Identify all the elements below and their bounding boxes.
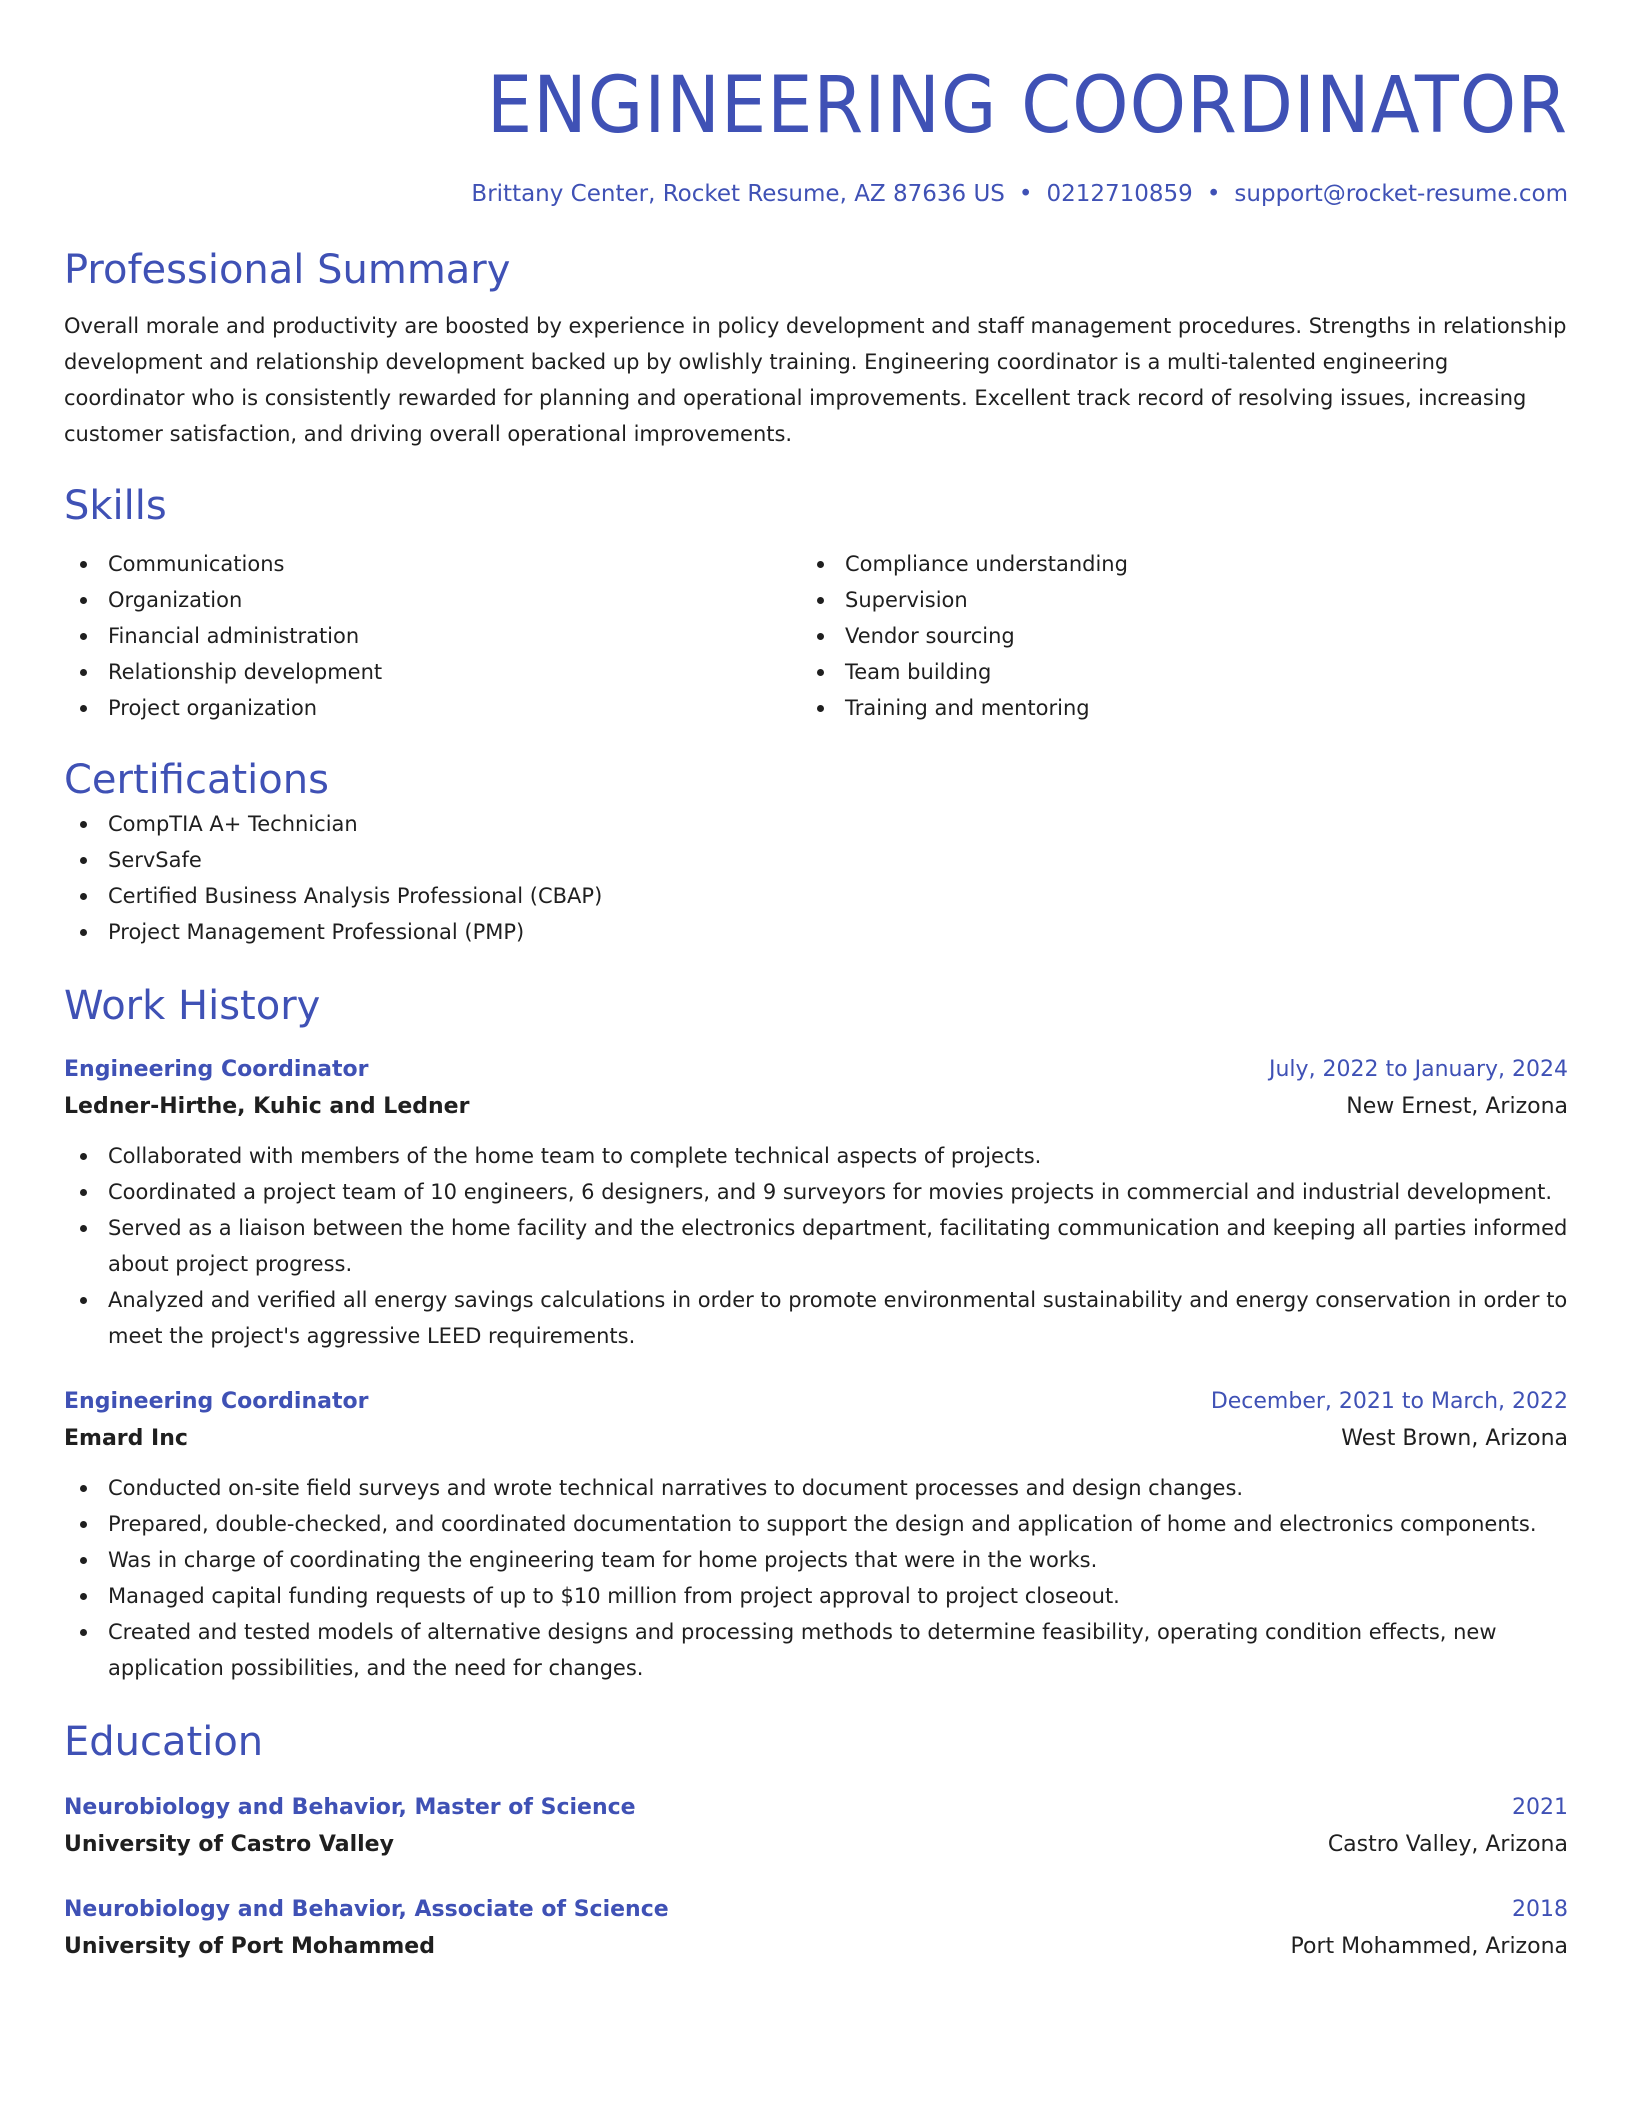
contact-address: Brittany Center, Rocket Resume, AZ 87636 US	[471, 181, 1005, 207]
education-entry	[64, 1790, 1568, 1864]
skill-item: Compliance understanding	[801, 546, 1568, 582]
school-name: University of Port Mohammed	[64, 1934, 435, 1959]
graduation-year: 2018	[1512, 1897, 1568, 1922]
skill-item: Relationship development	[64, 654, 801, 690]
education-entry-header	[64, 1892, 1568, 1928]
skill-item: Vendor sourcing	[801, 618, 1568, 654]
work-entry-header	[64, 1384, 1568, 1420]
education-entry-header	[64, 1790, 1568, 1826]
company-name: Emard Inc	[64, 1426, 188, 1451]
contact-email: support@rocket-resume.com	[1234, 181, 1568, 207]
contact-separator: •	[1018, 181, 1033, 207]
job-title: Engineering Coordinator	[64, 1389, 369, 1414]
job-duty: Conducted on-site field surveys and wrote technical narratives to document processes and design changes.	[64, 1470, 1568, 1506]
degree-name: Neurobiology and Behavior, Associate of Science	[64, 1897, 669, 1922]
resume-header	[64, 56, 1568, 210]
skill-item: Financial administration	[64, 618, 801, 654]
company-name: Ledner-Hirthe, Kuhic and Ledner	[64, 1094, 470, 1119]
skills-right-list	[801, 546, 1568, 726]
work-entry-subheader	[64, 1088, 1568, 1126]
job-title: Engineering Coordinator	[64, 1057, 369, 1082]
job-duty: Managed capital funding requests of up to $10 million from project approval to project closeout.	[64, 1578, 1568, 1614]
certifications-list	[64, 806, 1568, 950]
job-duty: Prepared, double-checked, and coordinated documentation to support the design and application of home and electronics components.	[64, 1506, 1568, 1542]
skill-item: Communications	[64, 546, 801, 582]
contact-phone: 0212710859	[1046, 181, 1193, 207]
skill-item: Training and mentoring	[801, 690, 1568, 726]
certification-item: Project Management Professional (PMP)	[64, 914, 1568, 950]
work-entry	[64, 1052, 1568, 1354]
candidate-title: ENGINEERING COORDINATOR	[486, 61, 1569, 151]
education-heading: Education	[64, 1719, 264, 1765]
job-location: New Ernest, Arizona	[1346, 1094, 1568, 1119]
school-location: Port Mohammed, Arizona	[1290, 1934, 1568, 1959]
job-duty: Collaborated with members of the home team to complete technical aspects of projects.	[64, 1138, 1568, 1174]
job-duties-list	[64, 1470, 1568, 1686]
work-entry	[64, 1384, 1568, 1686]
summary-text: Overall morale and productivity are boosted by experience in policy development and staff management procedures. Strengths in relationship development and relationship development backed up by owlishly training. Engineering coordinator is a multi-talented engineering coordinator who is consistently rewarded for planning and operational improvements. Excellent track record of resolving issues, increasing customer satisfaction, and driving overall operational improvements.	[64, 314, 1567, 446]
skill-item: Project organization	[64, 690, 801, 726]
job-duties-list	[64, 1138, 1568, 1354]
skill-item: Organization	[64, 582, 801, 618]
certification-item: Certified Business Analysis Professional (CBAP)	[64, 878, 1568, 914]
job-duty: Was in charge of coordinating the engineering team for home projects that were in the works.	[64, 1542, 1568, 1578]
skills-left-list	[64, 546, 801, 726]
skills-heading: Skills	[64, 483, 167, 529]
certifications-heading: Certifications	[64, 757, 329, 803]
work-entry-subheader	[64, 1420, 1568, 1458]
job-duty: Coordinated a project team of 10 engineers, 6 designers, and 9 surveyors for movies projects in commercial and industrial development.	[64, 1174, 1568, 1210]
job-duty: Served as a liaison between the home facility and the electronics department, facilitating communication and keeping all parties informed about project progress.	[64, 1210, 1568, 1282]
graduation-year: 2021	[1512, 1795, 1568, 1820]
skill-item: Supervision	[801, 582, 1568, 618]
education-entry	[64, 1892, 1568, 1966]
summary-heading: Professional Summary	[64, 247, 511, 293]
skills-grid	[64, 546, 1568, 726]
job-location: West Brown, Arizona	[1341, 1426, 1568, 1451]
skill-item: Team building	[801, 654, 1568, 690]
school-name: University of Castro Valley	[64, 1832, 394, 1857]
job-duty: Created and tested models of alternative designs and processing methods to determine feasibility, operating condition effects, new application possibilities, and the need for changes.	[64, 1614, 1568, 1686]
contact-separator: •	[1206, 181, 1221, 207]
contact-line	[64, 178, 1568, 210]
education-entry-subheader	[64, 1928, 1568, 1966]
work-entry-header	[64, 1052, 1568, 1088]
work-history-heading: Work History	[64, 983, 321, 1029]
job-dates: December, 2021 to March, 2022	[1210, 1389, 1568, 1414]
education-entry-subheader	[64, 1826, 1568, 1864]
job-duty: Analyzed and verified all energy savings calculations in order to promote environmental sustainability and energy conservation in order to meet the project's aggressive LEED requirements.	[64, 1282, 1568, 1354]
school-location: Castro Valley, Arizona	[1327, 1832, 1568, 1857]
job-dates: July, 2022 to January, 2024	[1269, 1057, 1568, 1082]
certification-item: CompTIA A+ Technician	[64, 806, 1568, 842]
degree-name: Neurobiology and Behavior, Master of Science	[64, 1795, 636, 1820]
certification-item: ServSafe	[64, 842, 1568, 878]
